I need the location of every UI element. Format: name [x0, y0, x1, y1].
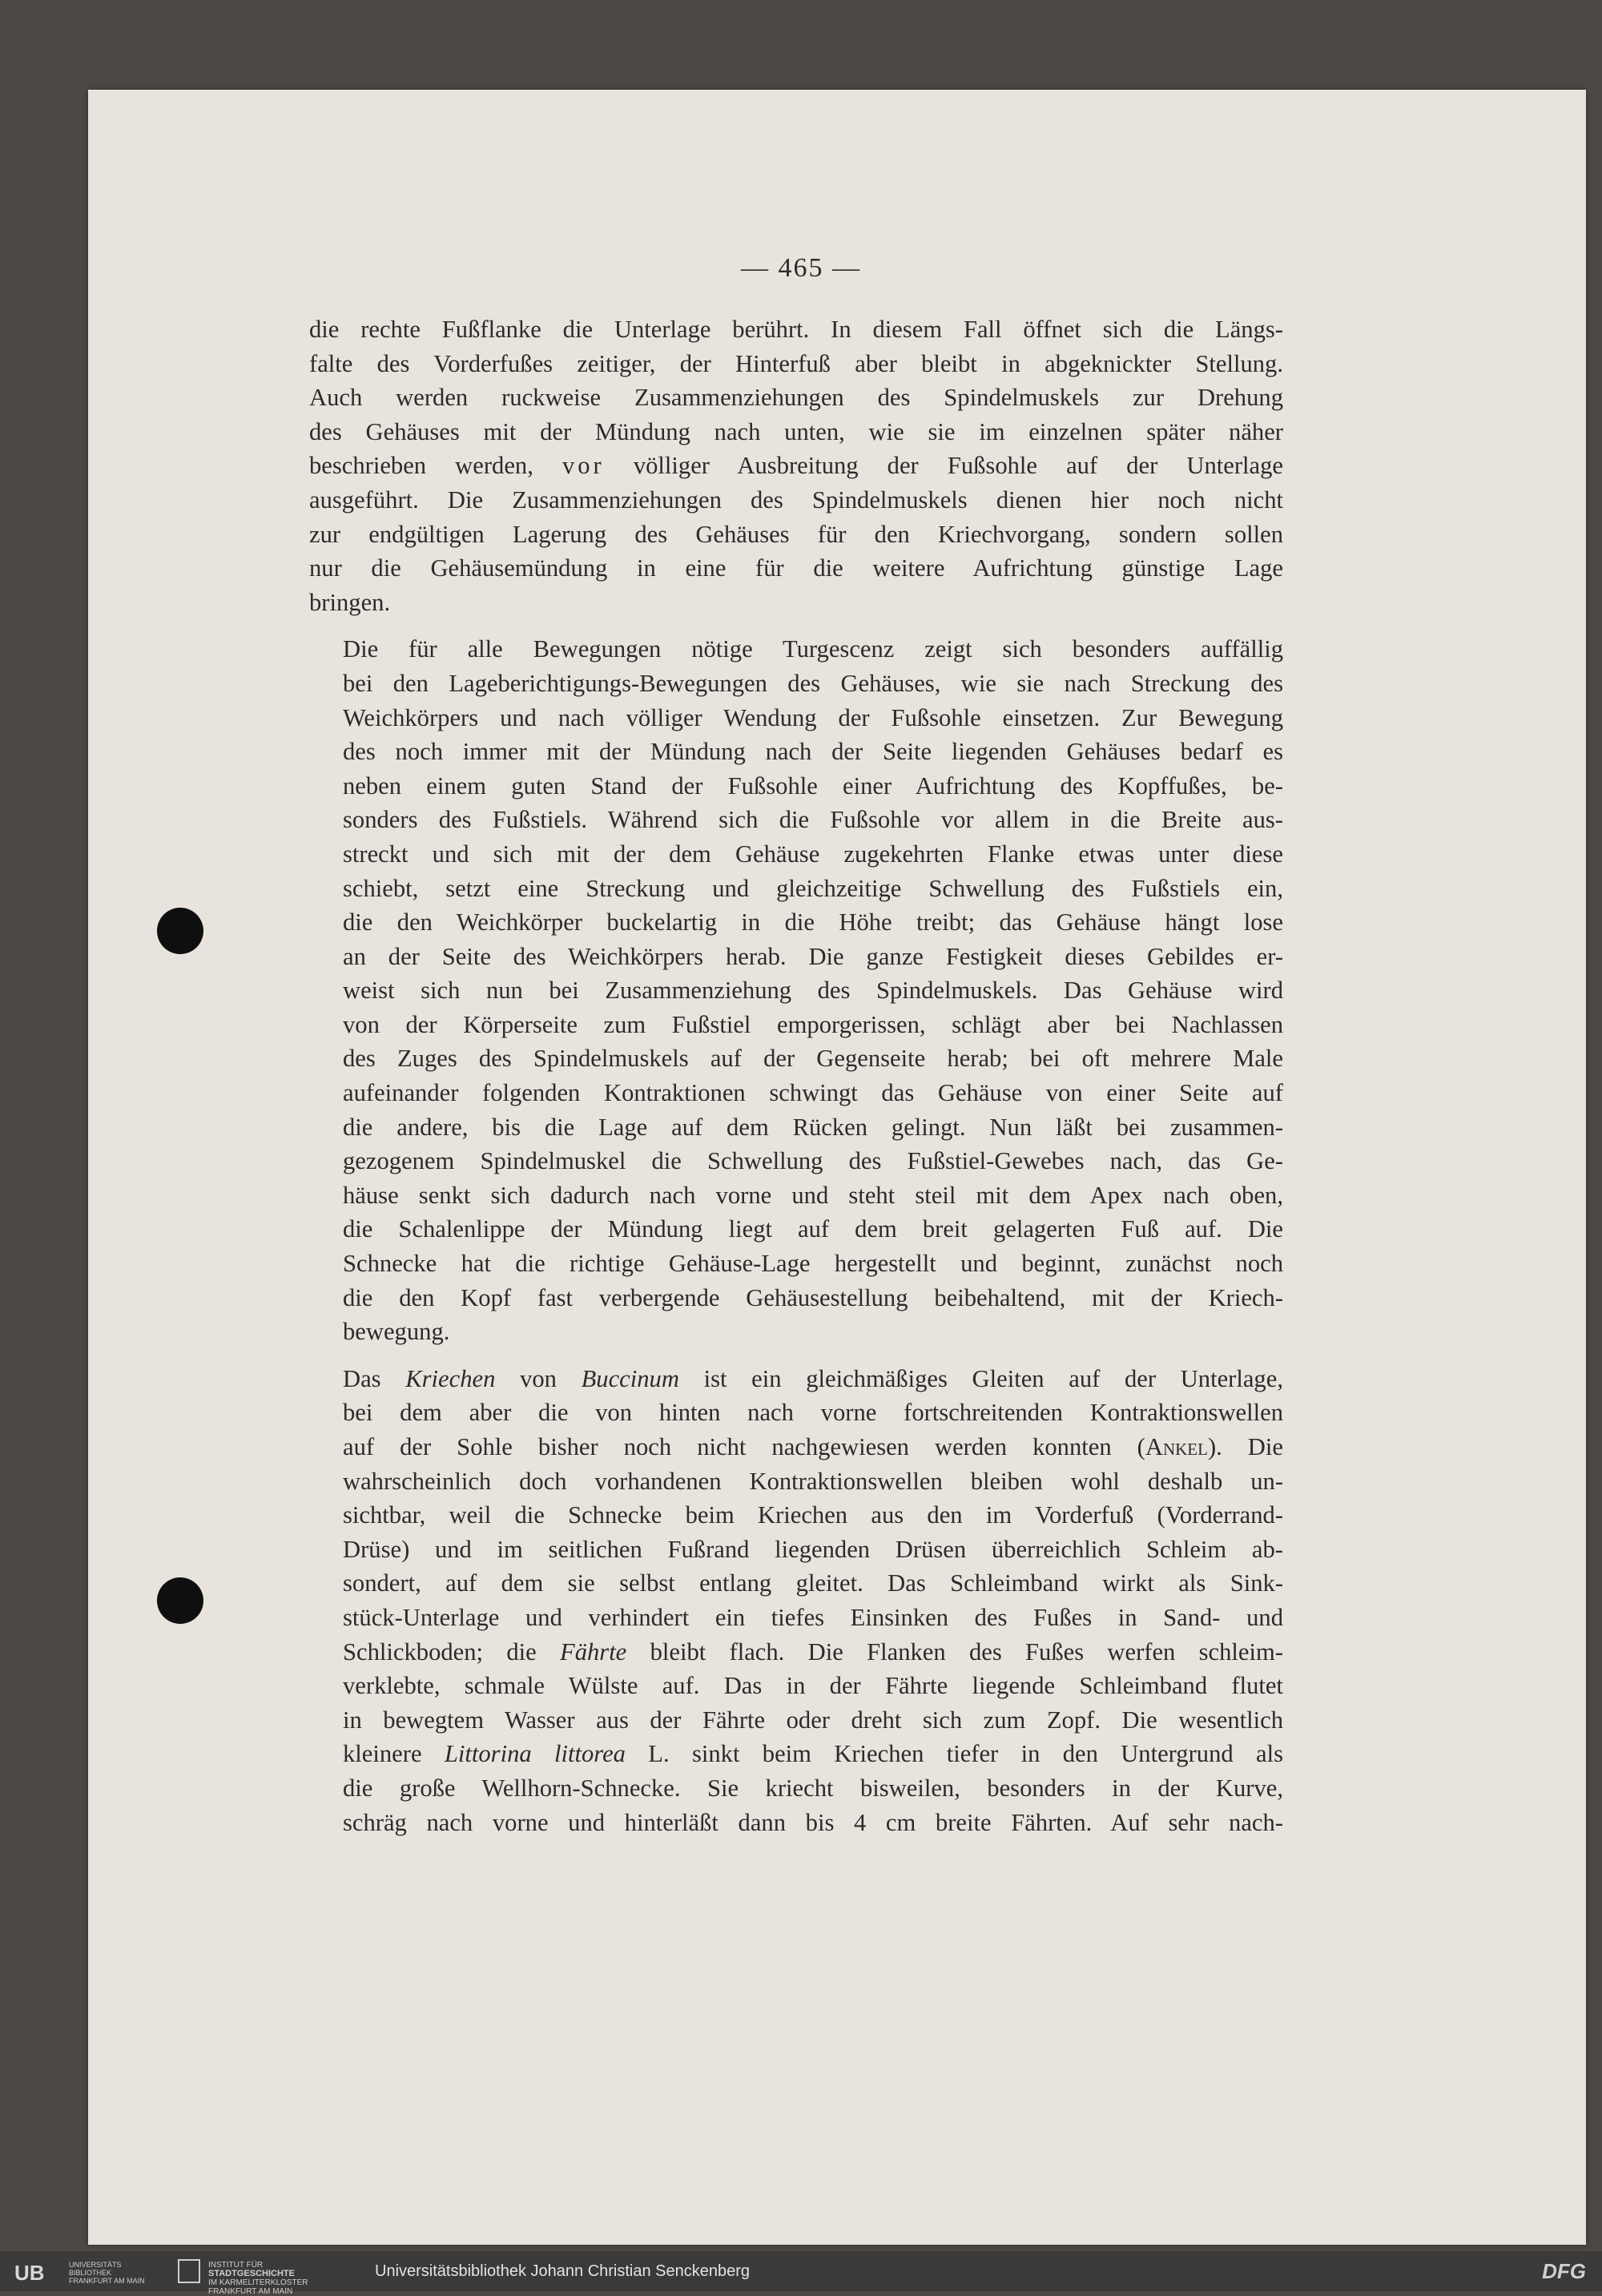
text-line: die den Kopf fast verbergende Gehäusestellung beibehaltend, mit der Kriech-	[343, 1283, 1283, 1311]
text-line: die Schalenlippe der Mündung liegt auf dem breit gelagerten Fuß auf. Die	[343, 1215, 1283, 1243]
italic-term: Littorina littorea	[444, 1740, 626, 1768]
text-fragment: kleinere	[343, 1740, 422, 1768]
ub-logo-text	[69, 2261, 145, 2285]
text-fragment: beschrieben werden,	[309, 452, 533, 480]
body-text	[309, 312, 1283, 1839]
text-fragment: ist ein gleichmäßiges Gleiten auf der Unterlage,	[703, 1364, 1283, 1392]
institute-logo-line: STADTGESCHICHTE	[208, 2269, 295, 2278]
text-line: Die für alle Bewegungen nötige Turgescenz zeigt sich besonders auffällig	[343, 635, 1283, 663]
text-line	[309, 1737, 1283, 1771]
text-line: sondert, auf dem sie selbst entlang gleitet. Das Schleimband wirkt als Sink-	[343, 1569, 1283, 1597]
text-fragment: Schlickboden; die	[343, 1637, 537, 1666]
italic-term: Fährte	[560, 1637, 627, 1666]
spaced-word: vor	[562, 452, 605, 480]
text-line: bei dem aber die von hinten nach vorne fortschreitenden Kontraktionswellen	[343, 1399, 1283, 1427]
text-line	[309, 1430, 1283, 1464]
text-line	[309, 1635, 1283, 1670]
text-line: zur endgültigen Lagerung des Gehäuses für den Kriechvorgang, sondern sollen	[309, 520, 1283, 548]
paragraph-3	[309, 1362, 1283, 1839]
page-number: — 465 —	[741, 253, 861, 283]
text-line: des Gehäuses mit der Mündung nach unten, wie sie im einzelnen später näher	[309, 417, 1283, 445]
text-line	[309, 449, 1283, 483]
text-fragment: ). Die	[1207, 1433, 1283, 1460]
ub-logo-line: UNIVERSITÄTS	[69, 2261, 122, 2269]
institute-logo-line: INSTITUT FÜR	[208, 2261, 264, 2270]
text-line: nur die Gehäusemündung in eine für die weitere Aufrichtung günstige Lage	[309, 554, 1283, 582]
text-line: schiebt, setzt eine Streckung und gleichzeitige Schwellung des Fußstiels ein,	[343, 874, 1283, 902]
italic-term: Kriechen	[405, 1364, 496, 1392]
text-line: Schnecke hat die richtige Gehäuse-Lage hergestellt und beginnt, zunächst noch	[343, 1250, 1283, 1278]
text-fragment: auf der Sohle bisher noch nicht nachgewiesen werden konnten (	[343, 1433, 1145, 1460]
text-line: falte des Vorderfußes zeitiger, der Hinterfuß aber bleibt in abgeknickter Stellung.	[309, 349, 1283, 377]
text-line: bringen.	[309, 588, 391, 616]
viewer-footer	[0, 2251, 1602, 2296]
ub-logo[interactable]: UB	[14, 2261, 45, 2285]
institute-logo-icon[interactable]	[178, 2259, 200, 2283]
text-line: die rechte Fußflanke die Unterlage berührt. In diesem Fall öffnet sich die Längs-	[309, 316, 1283, 343]
institute-logo-text	[208, 2261, 308, 2296]
paragraph-2	[309, 632, 1283, 1348]
text-line: sichtbar, weil die Schnecke beim Kriechen aus den im Vorderfuß (Vorderrand-	[343, 1501, 1283, 1529]
text-line: sonders des Fußstiels. Während sich die Fußsohle vor allem in die Breite aus-	[343, 806, 1283, 834]
text-line: aufeinander folgenden Kontraktionen schwingt das Gehäuse von einer Seite auf	[343, 1079, 1283, 1107]
text-fragment: Das	[343, 1364, 381, 1392]
text-line: Weichkörpers und nach völliger Wendung der Fußsohle einsetzen. Zur Bewegung	[343, 703, 1283, 731]
italic-term: Buccinum	[581, 1364, 679, 1392]
institute-logo-line: IM KARMELITERKLOSTER	[208, 2278, 308, 2287]
text-line: die den Weichkörper buckelartig in die Höhe treibt; das Gehäuse hängt lose	[343, 908, 1283, 937]
text-line: die große Wellhorn-Schnecke. Sie kriecht bisweilen, besonders in der Kurve,	[343, 1774, 1283, 1802]
text-line: gezogenem Spindelmuskel die Schwellung des Fußstiel-Gewebes nach, das Ge-	[343, 1147, 1283, 1175]
text-line: von der Körperseite zum Fußstiel emporgerissen, schlägt aber bei Nachlassen	[343, 1010, 1283, 1038]
ub-logo-line: BIBLIOTHEK	[69, 2269, 112, 2277]
library-name-link[interactable]: Universitätsbibliothek Johann Christian Senckenberg	[375, 2262, 751, 2280]
paragraph-1	[309, 312, 1283, 619]
institute-logo-line: FRANKFURT AM MAIN	[208, 2287, 293, 2296]
text-line: bei den Lageberichtigungs-Bewegungen des Gehäuses, wie sie nach Streckung des	[343, 669, 1283, 697]
text-line: neben einem guten Stand der Fußsohle einer Aufrichtung des Kopffußes, be-	[343, 771, 1283, 800]
text-fragment: völliger Ausbreitung der Fußsohle auf der Unterlage	[633, 452, 1283, 480]
text-line: Drüse) und im seitlichen Fußrand liegenden Drüsen überreichlich Schleim ab-	[343, 1535, 1283, 1563]
ub-logo-line: FRANKFURT AM MAIN	[69, 2277, 145, 2285]
text-line: Auch werden ruckweise Zusammenziehungen des Spindelmuskels zur Drehung	[309, 384, 1283, 412]
text-fragment: von	[520, 1364, 557, 1392]
text-line: weist sich nun bei Zusammenziehung des Spindelmuskels. Das Gehäuse wird	[343, 977, 1283, 1005]
text-line: des Zuges des Spindelmuskels auf der Gegenseite herab; bei oft mehrere Male	[343, 1045, 1283, 1073]
text-fragment: bleibt flach. Die Flanken des Fußes werfen schleim-	[650, 1637, 1283, 1666]
punch-hole	[157, 908, 203, 954]
author-name: Ankel	[1145, 1433, 1208, 1460]
dfg-logo[interactable]: DFG	[1542, 2259, 1586, 2283]
text-line	[309, 1362, 1283, 1396]
punch-hole	[157, 1577, 203, 1624]
text-line: wahrscheinlich doch vorhandenen Kontraktionswellen bleiben wohl deshalb un-	[343, 1467, 1283, 1495]
text-line: verklebte, schmale Wülste auf. Das in der Fährte liegende Schleimband flutet	[343, 1672, 1283, 1700]
text-line: ausgeführt. Die Zusammenziehungen des Spindelmuskels dienen hier noch nicht	[309, 485, 1283, 514]
text-line: stück-Unterlage und verhindert ein tiefes Einsinken des Fußes in Sand- und	[343, 1603, 1283, 1631]
text-line: des noch immer mit der Mündung nach der Seite liegenden Gehäuses bedarf es	[343, 738, 1283, 766]
text-line: streckt und sich mit der dem Gehäuse zugekehrten Flanke etwas unter diese	[343, 840, 1283, 868]
text-fragment: L. sinkt beim Kriechen tiefer in den Untergrund als	[648, 1740, 1283, 1768]
text-line: bewegung.	[343, 1318, 450, 1346]
text-line: an der Seite des Weichkörpers herab. Die ganze Festigkeit dieses Gebildes er-	[343, 942, 1283, 970]
text-line: schräg nach vorne und hinterläßt dann bis 4 cm breite Fährten. Auf sehr nach-	[343, 1808, 1283, 1836]
text-line: häuse senkt sich dadurch nach vorne und steht steil mit dem Apex nach oben,	[343, 1181, 1283, 1209]
text-line: in bewegtem Wasser aus der Fährte oder dreht sich zum Zopf. Die wesentlich	[343, 1706, 1283, 1734]
text-line: die andere, bis die Lage auf dem Rücken gelingt. Nun läßt bei zusammen-	[343, 1113, 1283, 1141]
